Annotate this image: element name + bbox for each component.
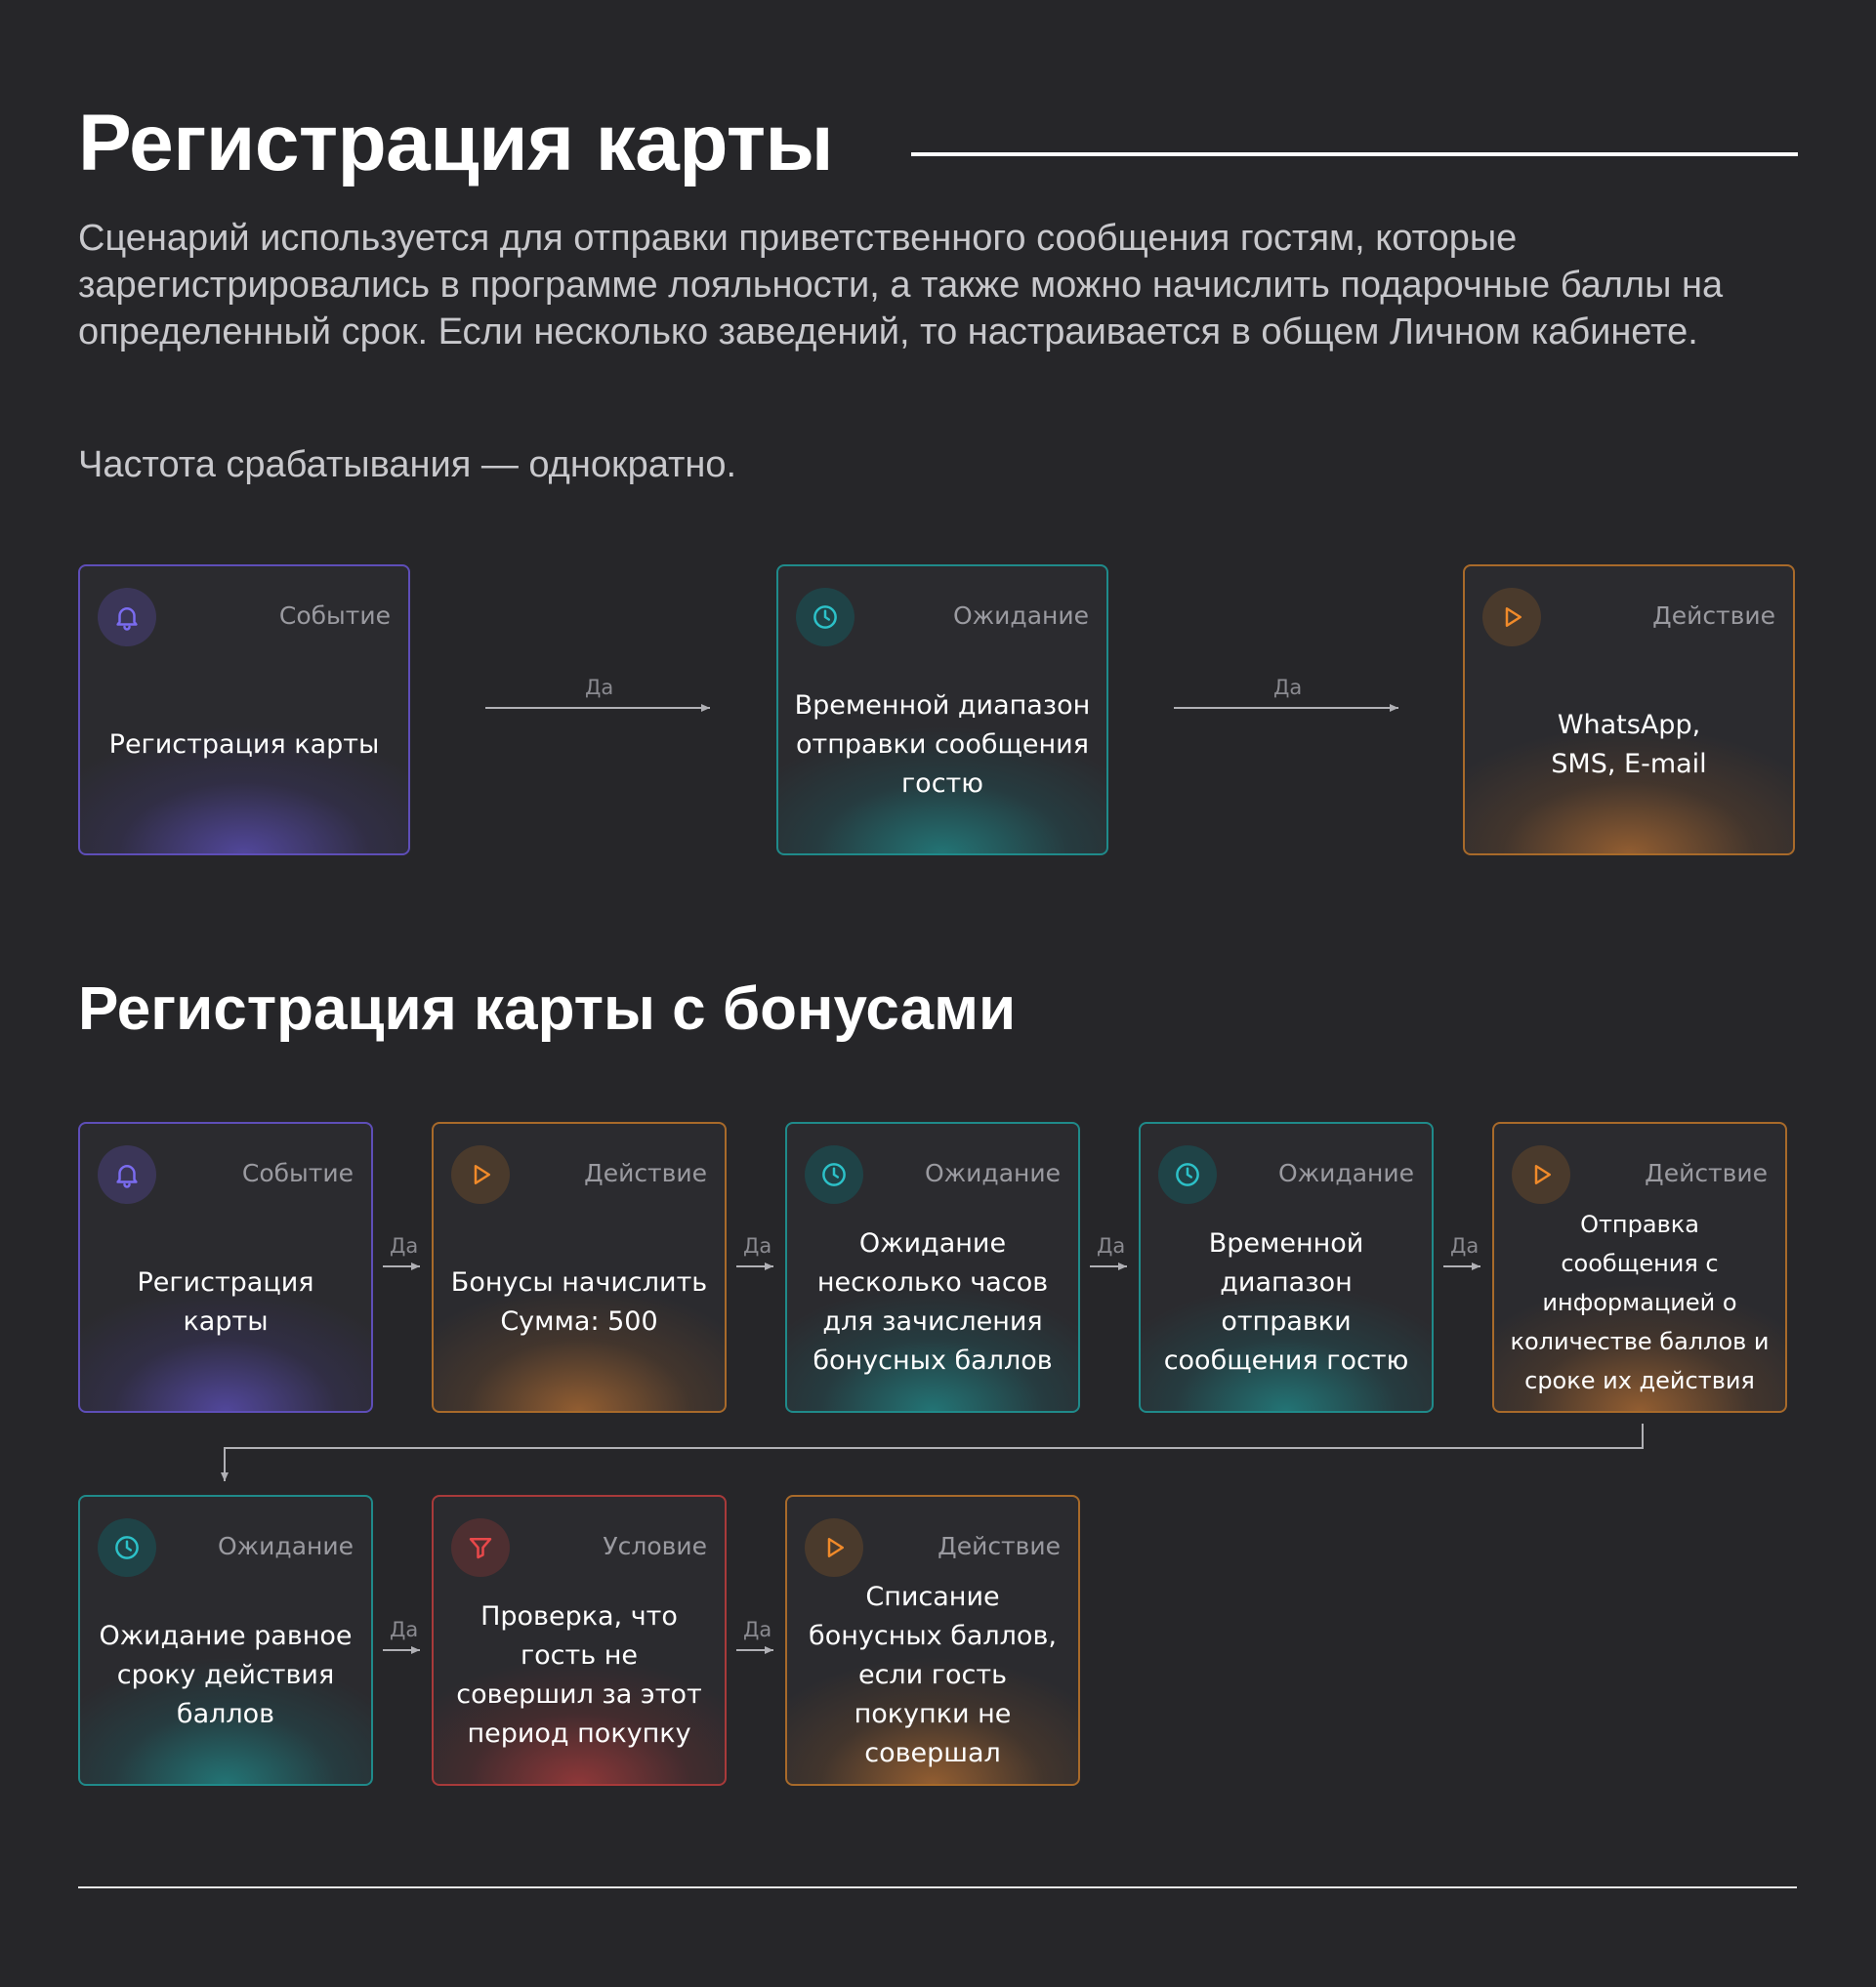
arrow-label: Да [585, 676, 614, 699]
card-type-label: Действие [938, 1532, 1061, 1560]
filter-icon [451, 1518, 510, 1577]
card-text: Регистрация карты [137, 1267, 314, 1337]
clock-icon [805, 1145, 863, 1204]
bottom-divider [78, 1886, 1797, 1888]
card-type-label: Событие [241, 1159, 354, 1187]
arrow-label: Да [390, 1234, 419, 1258]
card-text: Ожидание равное сроку действия баллов [99, 1621, 353, 1729]
arrow-label: Да [1273, 676, 1303, 699]
section-title: Регистрация карты с бонусами [78, 975, 1017, 1043]
flow-card-action[interactable] [1492, 1122, 1787, 1413]
page-title: Регистрация карты [78, 99, 834, 187]
card-text: WhatsApp, SMS, E-mail [1551, 710, 1707, 779]
card-type-label: Условие [603, 1532, 707, 1560]
scenario-description: Сценарий используется для отправки приветственного сообщения гостям, которые зарегистрировались в программе лояльности, а также можно начислить подарочные баллы на определенный срок. Если несколько заведений, то настраивается в общем Личном кабинете. [78, 218, 1724, 352]
card-text: Списание бонусных баллов, если гость покупки не совершал [809, 1582, 1057, 1768]
flow-card-wait[interactable] [78, 1495, 373, 1786]
card-text: Ожидание несколько часов для зачисления бонусных баллов [813, 1228, 1053, 1376]
card-type-label: Ожидание [1277, 1159, 1414, 1187]
card-type-label: Ожидание [217, 1532, 354, 1560]
arrow-label: Да [743, 1234, 772, 1258]
wrap-connector [225, 1424, 1643, 1481]
arrow-label: Да [1450, 1234, 1480, 1258]
card-type-label: Событие [278, 601, 391, 630]
card-text: Временной диапазон отправки сообщения гостю [794, 690, 1091, 799]
card-type-label: Действие [1645, 1159, 1768, 1187]
arrow-label: Да [743, 1618, 772, 1641]
arrow-label: Да [390, 1618, 419, 1641]
flow-card-condition[interactable] [432, 1495, 727, 1786]
flow-card-action[interactable] [785, 1495, 1080, 1786]
flow-card-wait[interactable] [776, 564, 1108, 855]
arrow-label: Да [1097, 1234, 1126, 1258]
card-type-label: Ожидание [952, 601, 1089, 630]
flow-card-event[interactable] [78, 1122, 373, 1413]
clock-icon [98, 1518, 156, 1577]
flow-card-action[interactable] [1463, 564, 1795, 855]
play-icon [1512, 1145, 1570, 1204]
flow-card-action[interactable] [432, 1122, 727, 1413]
card-text: Отправка сообщения с информацией о количестве баллов и сроке их действия [1510, 1211, 1770, 1394]
flow-card-wait[interactable] [1139, 1122, 1434, 1413]
card-type-label: Действие [584, 1159, 707, 1187]
card-type-label: Ожидание [924, 1159, 1061, 1187]
card-text: Регистрация карты [108, 729, 380, 760]
card-type-label: Действие [1652, 601, 1775, 630]
card-text: Временной диапазон отправки сообщения гостю [1163, 1228, 1409, 1376]
bell-icon [98, 588, 156, 646]
play-icon [805, 1518, 863, 1577]
trigger-frequency: Частота срабатывания — однократно. [78, 444, 737, 485]
clock-icon [1158, 1145, 1217, 1204]
card-text: Проверка, что гость не совершил за этот период покупку [456, 1601, 702, 1749]
flow-card-wait[interactable] [785, 1122, 1080, 1413]
bell-icon [98, 1145, 156, 1204]
flow-card-event[interactable] [78, 564, 410, 855]
play-icon [1482, 588, 1541, 646]
card-text: Бонусы начислить Сумма: 500 [450, 1267, 708, 1337]
clock-icon [796, 588, 855, 646]
play-icon [451, 1145, 510, 1204]
